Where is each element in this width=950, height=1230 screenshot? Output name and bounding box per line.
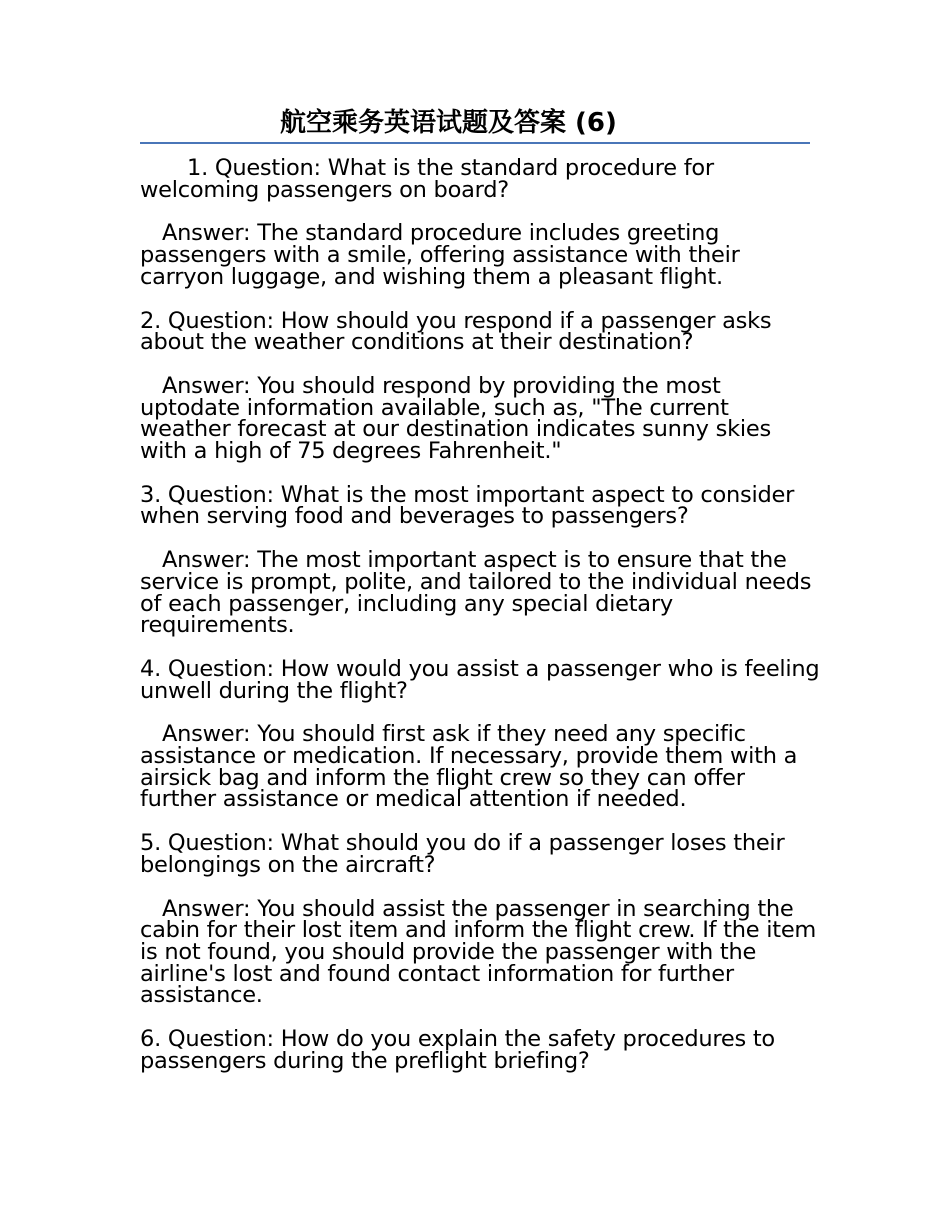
question-4: 4. Question: How would you assist a passenger who is feeling unwell during the flight? — [140, 655, 820, 704]
answer-1: Answer: The standard procedure includes greeting passengers with a smile, offering assistance with their carryon luggage, and wishing them a pleasant flight. — [140, 220, 740, 290]
answer-5: Answer: You should assist the passenger in searching the cabin for their lost item and inform the flight crew. If the item is not found, you should provide the passenger with the airline's lost and found contact information for further assistance. — [140, 895, 817, 1009]
answer-2: Answer: You should respond by providing the most uptodate information available, such as, "The current weather forecast at our destination indicates sunny skies with a high of 75 degrees Fahrenheit." — [140, 372, 771, 465]
document-body — [140, 155, 820, 1095]
question-2: 2. Question: How should you respond if a passenger asks about the weather conditions at their destination? — [140, 307, 772, 356]
question-1: 1. Question: What is the standard procedure for welcoming passengers on board? — [140, 155, 714, 203]
title-underline — [140, 104, 810, 144]
answer-4: Answer: You should first ask if they need any specific assistance or medication. If necessary, provide them with a airsick bag and inform the flight crew so they can offer further assistance or medical attention if needed. — [140, 721, 798, 813]
question-3: 3. Question: What is the most important aspect to consider when serving food and beverages to passengers? — [140, 481, 795, 530]
page-title: 航空乘务英语试题及答案 (6) — [280, 108, 617, 138]
answer-3: Answer: The most important aspect is to ensure that the service is prompt, polite, and tailored to the individual needs of each passenger, including any special dietary requirements. — [140, 547, 812, 639]
question-5: 5. Question: What should you do if a passenger loses their belongings on the aircraft? — [140, 830, 785, 878]
question-6: 6. Question: How do you explain the safety procedures to passengers during the preflight briefing? — [140, 1026, 775, 1074]
